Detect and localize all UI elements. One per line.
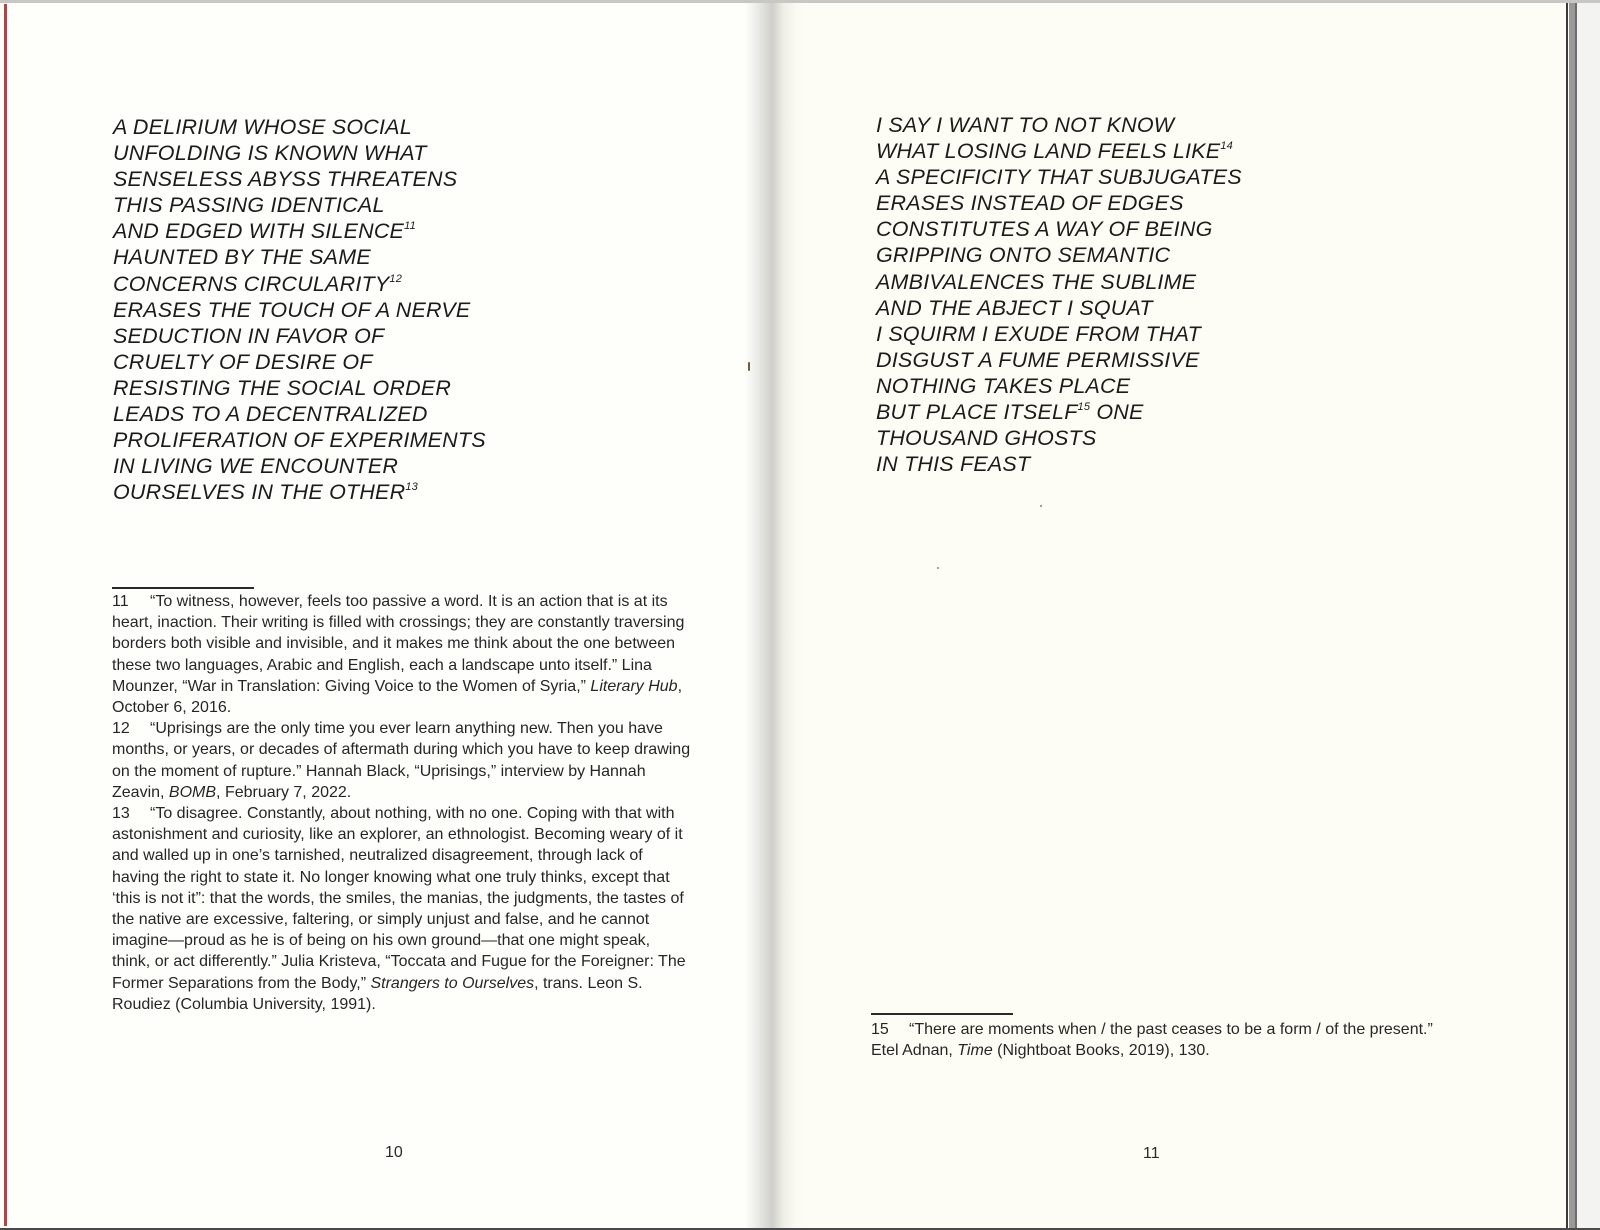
poem-line: I SQUIRM I EXUDE FROM THAT [876, 321, 1201, 346]
footnote-number: 13 [112, 805, 130, 823]
page-number-left: 10 [385, 1144, 403, 1161]
poem-line: PROLIFERATION OF EXPERIMENTS [113, 428, 486, 453]
poem-line: GRIPPING ONTO SEMANTIC [876, 243, 1171, 268]
footnote-ref[interactable]: 15 [1077, 401, 1091, 414]
footnote-ref[interactable]: 14 [1220, 140, 1233, 153]
scan-speck [937, 567, 939, 569]
left-footnotes [112, 591, 692, 1015]
poem-line: SENSELESS ABYSS THREATENS [113, 167, 458, 192]
poem-line: CONCERNS CIRCULARITY$^{12}$ [113, 271, 403, 296]
poem-line: UNFOLDING IS KNOWN WHAT [113, 141, 427, 166]
footnote-number: 11 [112, 593, 129, 610]
right-page-stack [1566, 3, 1600, 1228]
poem-line: RESISTING THE SOCIAL ORDER [113, 375, 452, 400]
citation-title: Strangers to Ourselves [370, 974, 535, 992]
poem-line: LEADS TO A DECENTRALIZED [113, 402, 428, 427]
poem-line: A SPECIFICITY THAT SUBJUGATES [876, 165, 1242, 190]
footnote-rule [871, 1013, 1013, 1015]
poem-line: AND EDGED WITH SILENCE$^{11}$ [113, 219, 416, 244]
poem-line: ERASES INSTEAD OF EDGES [876, 191, 1184, 216]
poem-line: CONSTITUTES A WAY OF BEING [876, 217, 1213, 242]
footnote-ref[interactable]: 13 [405, 481, 418, 494]
poem-line: DISGUST A FUME PERMISSIVE [876, 347, 1200, 372]
poem-line: OURSELVES IN THE OTHER$^{13}$ [113, 480, 418, 505]
poem-line: WHAT LOSING LAND FEELS LIKE$^{14}$ [876, 139, 1233, 164]
citation-title: BOMB [168, 783, 217, 801]
poem-line: THOUSAND GHOSTS [876, 426, 1097, 451]
poem-line: IN THIS FEAST [876, 452, 1031, 477]
poem-line: BUT PLACE ITSELF$^{15}$ ONE [876, 400, 1144, 425]
poem-line: IN LIVING WE ENCOUNTER [113, 454, 399, 479]
footnote-12: 12 “Uprisings are the only time you ever learn anything new. Then you have months, or years, or decades of aftermath during which you have to keep drawing on the moment of rupture.” Hannah Black, “Uprisings,” interview by Hannah Zeavin, BOMB, February 7, 2022. [112, 720, 691, 801]
poem-line: HAUNTED BY THE SAME [113, 245, 371, 270]
footnote-number: 12 [112, 720, 130, 738]
poem-line: A DELIRIUM WHOSE SOCIAL [113, 115, 412, 139]
poem-line: SEDUCTION IN FAVOR OF [113, 323, 385, 348]
left-poem [113, 114, 486, 505]
poem-line: NOTHING TAKES PLACE [876, 373, 1131, 398]
right-poem [876, 112, 1242, 477]
footnote-rule [112, 587, 254, 589]
scan-speck [748, 362, 750, 371]
citation-title: Time [957, 1042, 993, 1060]
footnote-ref[interactable]: 12 [389, 272, 403, 285]
footnote-11: 11 “To witness, however, feels too passive a word. It is an action that is at its heart, inaction. Their writing is filled with crossings; they are constantly traversing borders both visible and invisible, and it makes me think about the one between these two languages, Arabic and English, each a landscape unto itself.” Lina Mounzer, “War in Translation: Giving Voice to the Women of Syria,” Literary Hub, October 6, 2016. [112, 593, 685, 717]
citation-title: Literary Hub [590, 677, 678, 695]
scan-speck [1040, 505, 1042, 507]
footnote-13: 13 “To disagree. Constantly, about nothing, with no one. Coping with that with astonishment and curiosity, like an explorer, an ethnologist. Becoming weary of it and walled up in one’s tarnished, neutralized disagreement, through lack of having the right to state it. No longer knowing what one truly thinks, except that ‘this is not it”: that the words, the smiles, the manias, the judgments, the tastes of the native are excessive, faltering, or simply unjust and false, and he cannot imagine—proud as he is of being on his own ground—that one might speak, think, or act differently.” Julia Kristeva, “Toccata and Fugue for the Foreigner: The Former Separations from the Body,” Strangers to Ourselves, trans. Leon S. Roudiez (Columbia University, 1991). [112, 805, 686, 1013]
poem-line: ERASES THE TOUCH OF A NERVE [113, 297, 471, 322]
footnote-ref[interactable]: 11 [404, 220, 416, 233]
footnote-number: 15 [871, 1021, 889, 1038]
left-book-edge [4, 4, 7, 1226]
right-footnotes [871, 1019, 1451, 1061]
poem-line: I SAY I WANT TO NOT KNOW [876, 113, 1175, 137]
poem-line: AMBIVALENCES THE SUBLIME [876, 269, 1197, 294]
footnote-15: 15 “There are moments when / the past ceases to be a form / of the present.” Etel Adnan, Time (Nightboat Books, 2019), 130. [871, 1021, 1433, 1060]
poem-line: AND THE ABJECT I SQUAT [876, 295, 1153, 320]
poem-line: THIS PASSING IDENTICAL [113, 193, 385, 218]
poem-line: CRUELTY OF DESIRE OF [113, 349, 373, 374]
page-number-right: 11 [1143, 1145, 1160, 1162]
